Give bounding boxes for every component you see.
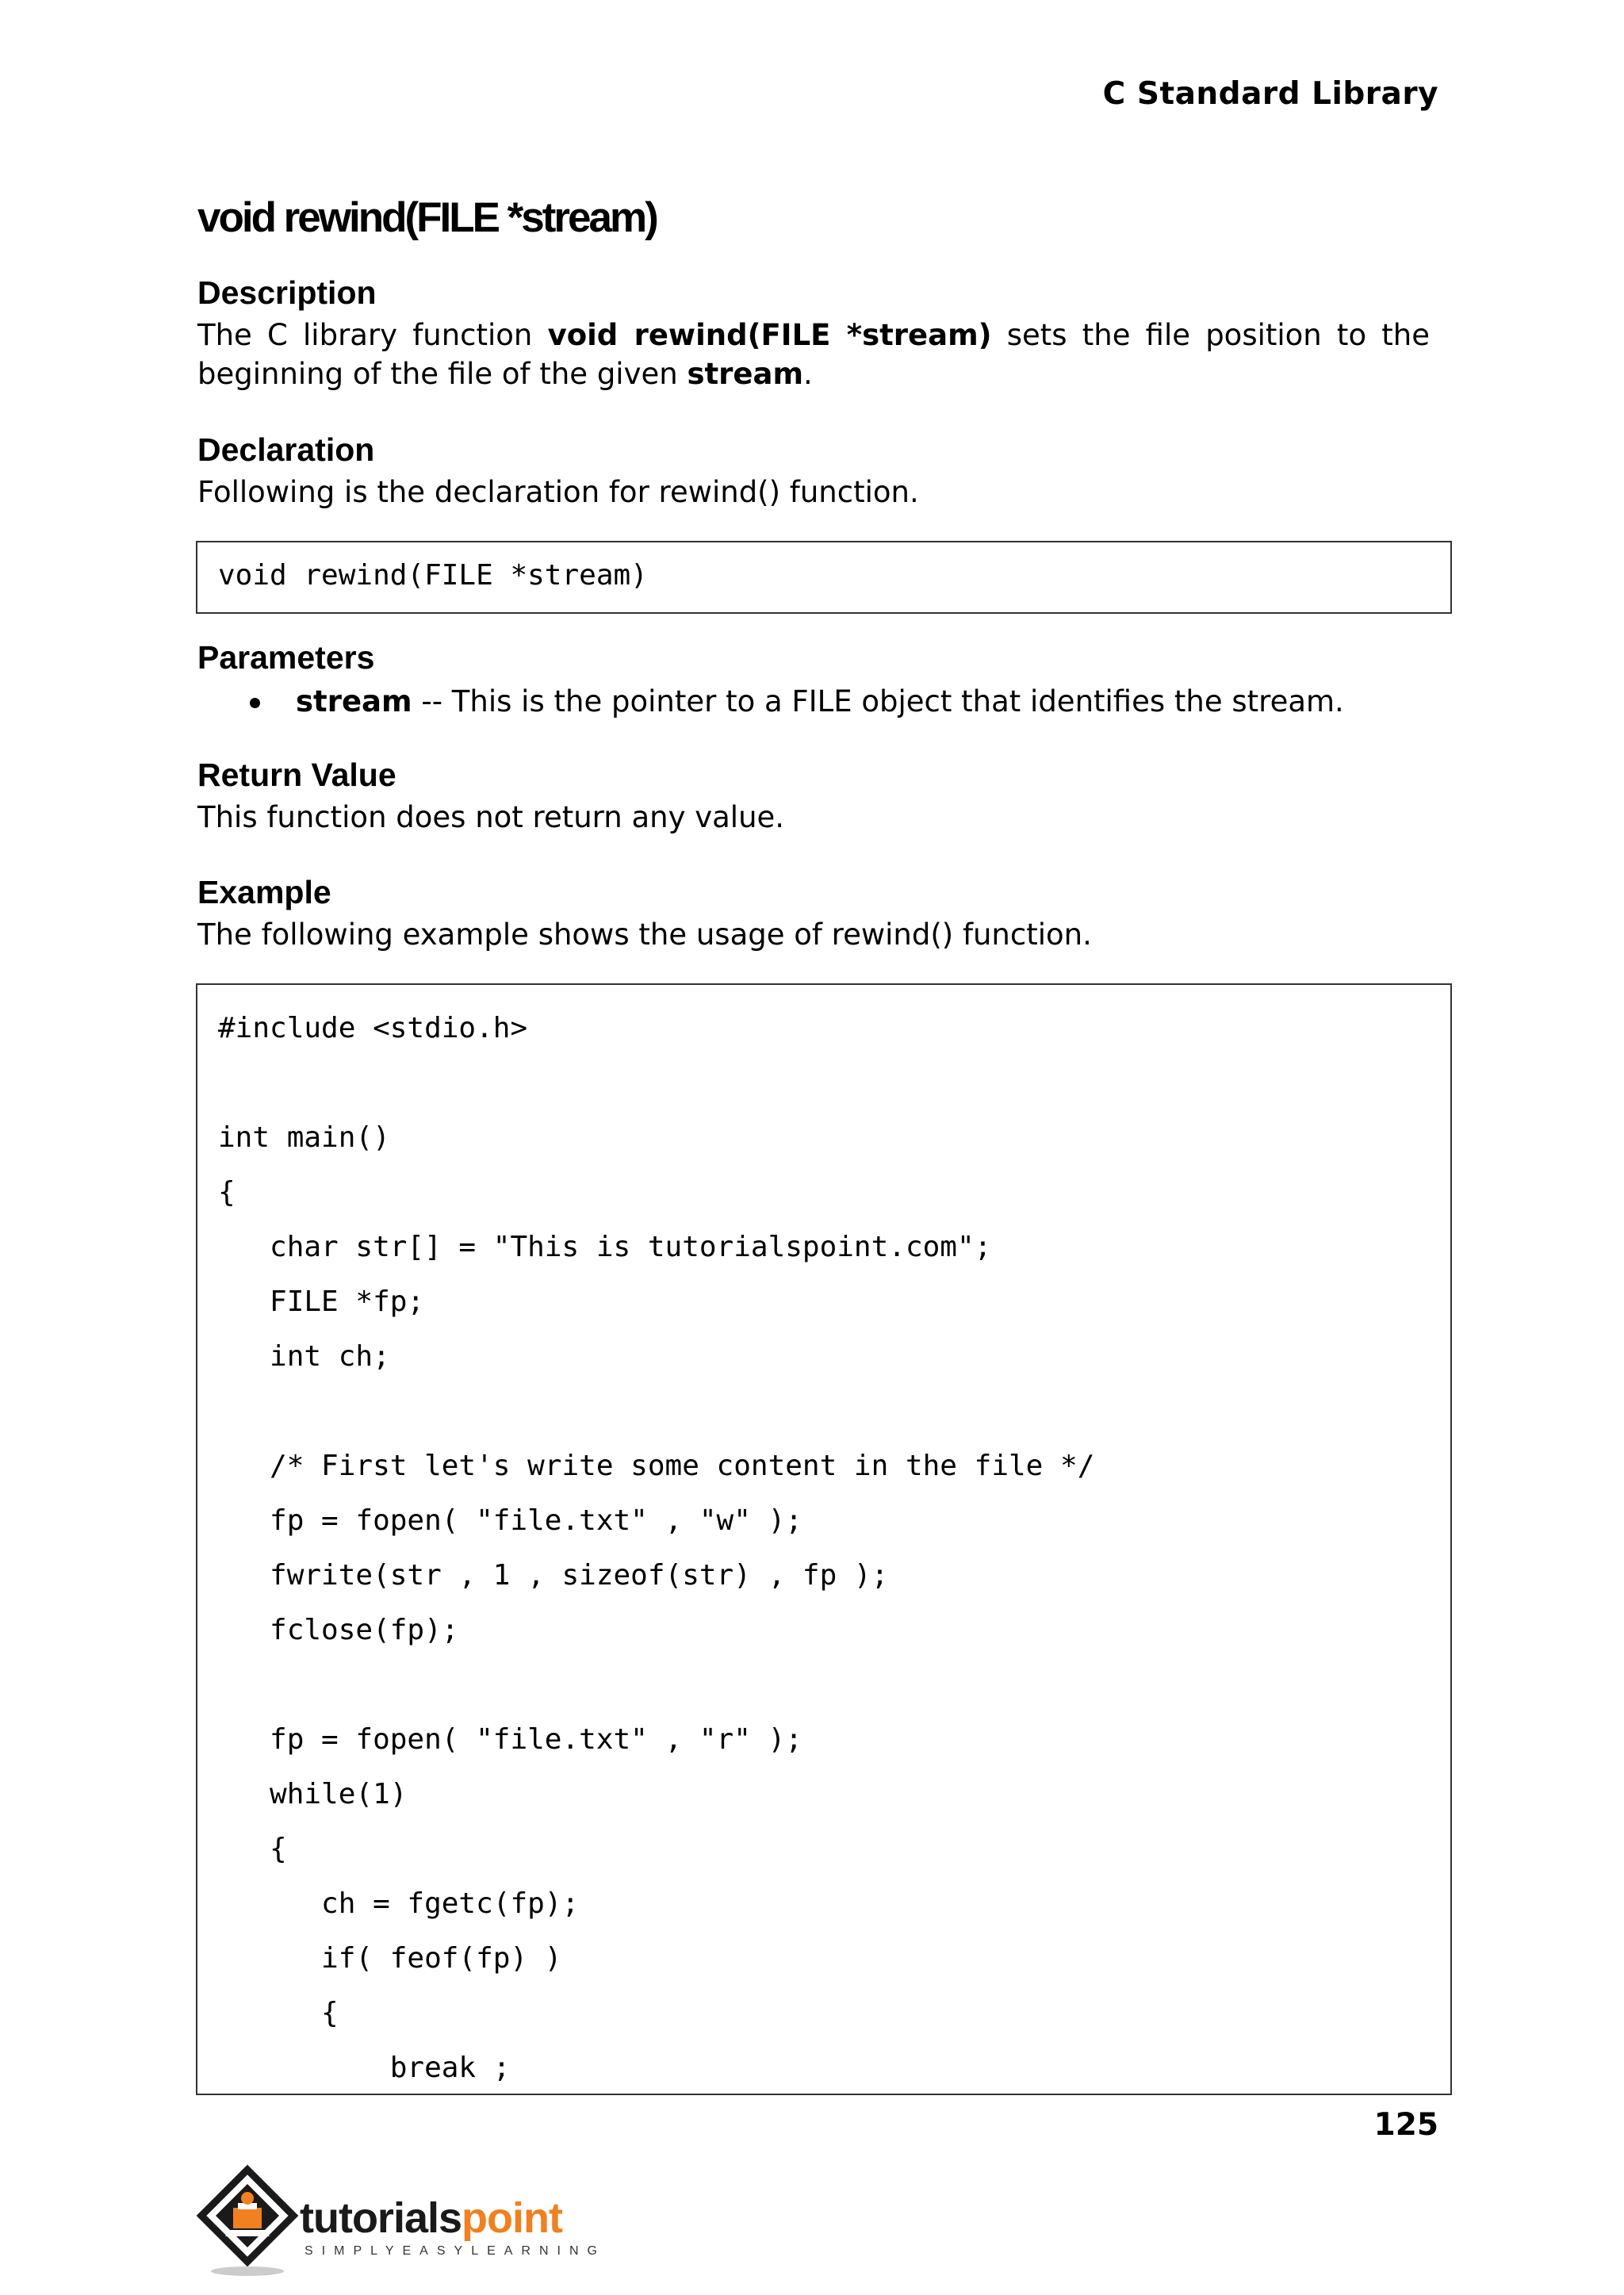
code-line — [218, 1657, 1430, 1712]
code-line: int ch; — [218, 1340, 390, 1373]
code-line: /* First let's write some content in the file */ — [218, 1450, 1095, 1482]
code-line: FILE *fp; — [218, 1285, 425, 1318]
tutorialspoint-logo — [197, 2163, 606, 2282]
code-line: fclose(fp); — [218, 1614, 459, 1646]
description-text-bold: void rewind(FILE *stream) — [547, 318, 992, 352]
description-text-mid: sets the file position to the beginning of the file of the given — [197, 318, 1430, 391]
code-line: break ; — [218, 2052, 511, 2084]
parameter-description: -- This is the pointer to a FILE object that identifies the stream. — [412, 684, 1344, 718]
code-line — [218, 1384, 1430, 1439]
logo-word-point: point — [462, 2194, 562, 2242]
parameter-name: stream — [296, 684, 412, 718]
logo-wordmark — [300, 2193, 562, 2243]
code-line: { — [218, 1997, 339, 2029]
function-title: void rewind(FILE *stream) — [197, 194, 657, 241]
description-text-post: . — [803, 357, 813, 391]
logo-emblem-icon — [197, 2163, 300, 2282]
code-line: char str[] = "This is tutorialspoint.com"; — [218, 1231, 992, 1263]
declaration-heading: Declaration — [197, 431, 375, 468]
code-line — [218, 1056, 1430, 1110]
bullet-icon — [250, 698, 260, 708]
parameters-list — [197, 682, 1344, 721]
return-value-heading: Return Value — [197, 757, 396, 793]
declaration-text: Following is the declaration for rewind() function. — [197, 475, 919, 509]
logo-tagline: SIMPLYEASYLEARNING — [304, 2244, 606, 2258]
description-heading: Description — [197, 274, 377, 311]
parameters-heading: Parameters — [197, 639, 375, 676]
code-line: #include <stdio.h> — [218, 1012, 528, 1044]
code-line: fp = fopen( "file.txt" , "r" ); — [218, 1723, 802, 1756]
return-value-text: This function does not return any value. — [197, 800, 785, 834]
declaration-code: void rewind(FILE *stream) — [218, 559, 648, 592]
code-line: { — [218, 1176, 236, 1209]
code-line: if( feof(fp) ) — [218, 1942, 562, 1975]
code-line: fp = fopen( "file.txt" , "w" ); — [218, 1504, 802, 1537]
logo-word-tutorials: tutorials — [300, 2194, 462, 2242]
code-line: { — [218, 1833, 287, 1865]
running-header: C Standard Library — [1102, 76, 1438, 112]
example-text: The following example shows the usage of rewind() function. — [197, 918, 1092, 952]
description-text-pre: The C library function — [197, 318, 548, 352]
example-heading: Example — [197, 874, 331, 910]
code-line: fwrite(str , 1 , sizeof(str) , fp ); — [218, 1559, 889, 1592]
parameter-item — [197, 682, 1344, 721]
code-line: while(1) — [218, 1778, 408, 1810]
description-text-bold2: stream — [687, 357, 804, 391]
page-number: 125 — [1373, 2107, 1438, 2143]
code-line: ch = fgetc(fp); — [218, 1887, 580, 1920]
declaration-code-box — [196, 541, 1452, 614]
description-paragraph — [197, 316, 1430, 393]
code-line: int main() — [218, 1121, 390, 1154]
example-code-box — [196, 983, 1452, 2095]
